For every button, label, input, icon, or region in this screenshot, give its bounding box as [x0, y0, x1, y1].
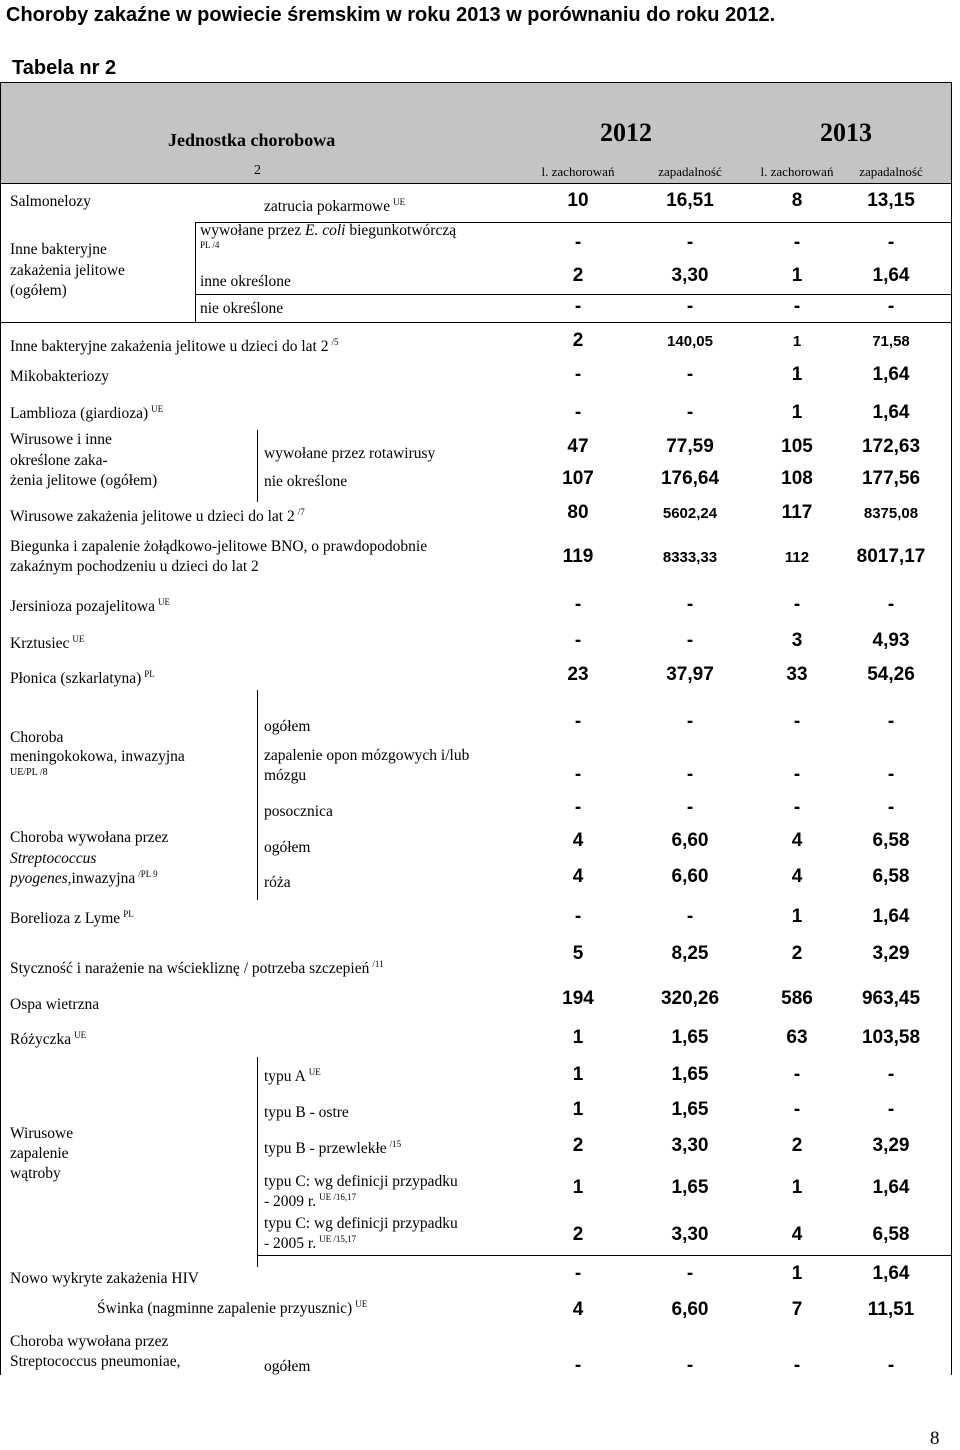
value-cell: 107	[562, 468, 594, 489]
value-cell: 8017,17	[856, 546, 926, 567]
value-cell: -	[686, 364, 694, 385]
value-cell: 4	[791, 866, 803, 887]
value-cell: -	[574, 594, 582, 615]
label-typ-c2-2: - 2005 r. $^{UE /15,17}$	[264, 1233, 357, 1252]
value-cell: 6,60	[671, 1299, 709, 1320]
label-typ-c1-1: typu C: wg definicji przypadku	[264, 1173, 458, 1190]
value-cell: 4,93	[872, 630, 910, 651]
grid-line	[0, 82, 952, 83]
value-cell: 105	[781, 436, 813, 457]
value-cell: 4	[791, 830, 803, 851]
value-cell: 103,58	[861, 1027, 921, 1048]
label-nie-okreslone-2: nie określone	[264, 473, 348, 490]
value-cell: -	[686, 1263, 694, 1284]
value-cell: 11,51	[867, 1299, 915, 1320]
label-wscieklizna: Styczność i narażenie na wściekliznę / potrzeba szczepień $^{/11}$	[10, 958, 384, 977]
value-cell: 108	[781, 468, 813, 489]
grid-line	[257, 690, 258, 900]
value-cell: -	[574, 1263, 582, 1284]
value-cell: 1,64	[872, 265, 910, 286]
page-number: 8	[930, 1428, 940, 1449]
value-cell: 3,30	[671, 1224, 709, 1245]
value-cell: 1,64	[872, 1263, 910, 1284]
label-typ-c1-2: - 2009 r. $^{UE /16,17}$	[264, 1191, 357, 1210]
label-typ-c2-1: typu C: wg definicji przypadku	[264, 1215, 458, 1232]
value-cell: 119	[562, 546, 594, 567]
label-ogolem-1: ogółem	[264, 718, 311, 735]
table-label: Tabela nr 2	[12, 57, 117, 79]
label-mening-3: UE/PL /8	[10, 767, 48, 778]
value-cell: -	[574, 906, 582, 927]
value-cell: -	[574, 364, 582, 385]
label-ecoli: wywołane przez E. coli biegunkotwórczą	[200, 222, 457, 239]
label-mening-2: meningokokowa, inwazyjna	[10, 748, 185, 765]
value-cell: 117	[781, 502, 813, 523]
label-lamblioza: Lamblioza (giardioza) $^{UE}$	[10, 403, 164, 422]
value-cell: 8	[791, 190, 803, 211]
value-cell: -	[686, 906, 694, 927]
value-cell: 6,58	[872, 866, 910, 887]
value-cell: -	[574, 1355, 582, 1376]
header-incidence-2013: zapadalność	[859, 164, 923, 179]
value-cell: 23	[567, 664, 589, 685]
grid-line	[0, 322, 952, 323]
value-cell: 963,45	[861, 988, 921, 1009]
value-cell: 2	[572, 265, 584, 286]
value-cell: -	[793, 1099, 801, 1120]
grid-line	[195, 294, 952, 295]
value-cell: 1,64	[872, 402, 910, 423]
value-cell: -	[686, 711, 694, 732]
value-cell: 1	[572, 1027, 584, 1048]
value-cell: -	[574, 296, 582, 317]
value-cell: 71,58	[872, 333, 910, 350]
value-cell: 3,29	[872, 1135, 910, 1156]
value-cell: 1,65	[671, 1027, 709, 1048]
label-krztusiec: Krztusiec $^{UE}$	[10, 633, 85, 652]
value-cell: -	[887, 594, 895, 615]
label-ogolem-3: ogółem	[264, 1358, 311, 1375]
label-inne-bakt-dzieci: Inne bakteryjne zakażenia jelitowe u dzieci do lat 2 $^{/5}$	[10, 336, 339, 355]
value-cell: 1	[791, 1263, 803, 1284]
label-strep-2: Streptococcus	[10, 850, 97, 867]
value-cell: -	[887, 797, 895, 818]
label-strep-1: Choroba wywołana przez	[10, 829, 169, 846]
label-typ-a: typu A $^{UE}$	[264, 1066, 321, 1085]
value-cell: 1	[572, 1099, 584, 1120]
value-cell: -	[887, 1355, 895, 1376]
label-pneumo-1: Choroba wywołana przez	[10, 1333, 169, 1350]
value-cell: -	[793, 296, 801, 317]
label-ecoli-sup: PL /4	[200, 240, 220, 250]
value-cell: 2	[572, 1224, 584, 1245]
value-cell: 5	[572, 943, 584, 964]
value-cell: 1,65	[671, 1177, 709, 1198]
value-cell: -	[686, 296, 694, 317]
label-roza: róża	[264, 874, 291, 891]
value-cell: 1	[791, 402, 803, 423]
value-cell: 112	[784, 549, 810, 566]
label-wirus-3: żenia jelitowe (ogółem)	[10, 472, 158, 489]
value-cell: -	[686, 764, 694, 785]
label-zatrucia: zatrucia pokarmowe $^{UE}$	[264, 196, 406, 215]
label-hep-1: Wirusowe	[10, 1125, 74, 1142]
header-cases-2012: l. zachorowań	[541, 164, 615, 179]
value-cell: -	[793, 764, 801, 785]
value-cell: 1,64	[872, 364, 910, 385]
grid-line	[195, 222, 196, 322]
label-wirus-1: Wirusowe i inne	[10, 431, 112, 448]
label-hep-2: zapalenie	[10, 1145, 69, 1162]
label-inne-bakt-2: zakażenia jelitowe	[10, 262, 125, 279]
value-cell: -	[887, 232, 895, 253]
value-cell: -	[887, 296, 895, 317]
label-swinka: Świnka (nagminne zapalenie przyusznic) $^{UE}$	[97, 1298, 368, 1317]
header-cases-2013: l. zachorowań	[760, 164, 834, 179]
label-plonica: Płonica (szkarlatyna) $^{PL}$	[10, 668, 155, 687]
value-cell: 8333,33	[662, 549, 718, 566]
value-cell: 1	[791, 1177, 803, 1198]
value-cell: -	[574, 232, 582, 253]
value-cell: -	[686, 630, 694, 651]
label-pneumo-2: Streptococcus pneumoniae,	[10, 1353, 181, 1370]
value-cell: -	[574, 711, 582, 732]
label-biegunka-2: zakaźnym pochodzeniu u dzieci do lat 2	[10, 558, 259, 575]
value-cell: 54,26	[867, 664, 915, 685]
value-cell: -	[793, 797, 801, 818]
label-wirus-2: określone zaka-	[10, 452, 108, 469]
label-hiv: Nowo wykryte zakażenia HIV	[10, 1270, 199, 1287]
value-cell: 176,64	[660, 468, 720, 489]
value-cell: 6,58	[872, 1224, 910, 1245]
value-cell: -	[793, 1355, 801, 1376]
value-cell: -	[793, 232, 801, 253]
value-cell: 4	[572, 1299, 584, 1320]
value-cell: 2	[791, 943, 803, 964]
value-cell: -	[686, 402, 694, 423]
value-cell: -	[686, 594, 694, 615]
grid-line	[0, 183, 952, 184]
header-year-2012: 2012	[600, 118, 652, 147]
value-cell: 7	[791, 1299, 803, 1320]
value-cell: 13,15	[867, 190, 915, 211]
value-cell: 8375,08	[863, 505, 919, 522]
value-cell: 2	[572, 1135, 584, 1156]
label-borelioza: Borelioza z Lyme $^{PL}$	[10, 908, 134, 927]
grid-line	[257, 430, 258, 502]
value-cell: 37,97	[666, 664, 714, 685]
label-jersinioza: Jersinioza pozajelitowa $^{UE}$	[10, 596, 171, 615]
value-cell: 4	[572, 866, 584, 887]
value-cell: 6,60	[671, 866, 709, 887]
value-cell: -	[887, 1099, 895, 1120]
value-cell: -	[686, 1355, 694, 1376]
value-cell: 47	[567, 436, 589, 457]
value-cell: -	[793, 1064, 801, 1085]
value-cell: 177,56	[861, 468, 921, 489]
value-cell: -	[887, 764, 895, 785]
header-year-2013: 2013	[820, 118, 872, 147]
label-wirus-dzieci: Wirusowe zakażenia jelitowe u dzieci do lat 2 $^{/7}$	[10, 506, 305, 525]
grid-line	[0, 82, 1, 1375]
label-ogolem-2: ogółem	[264, 839, 311, 856]
label-typ-b-przew: typu B - przewlekłe $^{/15}$	[264, 1138, 402, 1157]
value-cell: 33	[786, 664, 808, 685]
value-cell: 5602,24	[662, 505, 718, 522]
label-biegunka-1: Biegunka i zapalenie żołądkowo-jelitowe BNO, o prawdopodobnie	[10, 538, 428, 555]
value-cell: -	[574, 402, 582, 423]
value-cell: 3	[791, 630, 803, 651]
value-cell: -	[887, 1064, 895, 1085]
value-cell: 194	[562, 988, 594, 1009]
value-cell: 1	[791, 906, 803, 927]
value-cell: 2	[572, 330, 584, 351]
value-cell: 80	[567, 502, 589, 523]
value-cell: 1	[572, 1064, 584, 1085]
value-cell: 586	[781, 988, 813, 1009]
value-cell: -	[574, 764, 582, 785]
value-cell: 10	[567, 190, 589, 211]
header-incidence-2012: zapadalność	[658, 164, 722, 179]
label-inne-bakt-3: (ogółem)	[10, 282, 67, 299]
header-column-number: 2	[254, 163, 261, 178]
value-cell: -	[686, 232, 694, 253]
value-cell: 320,26	[660, 988, 720, 1009]
value-cell: -	[793, 594, 801, 615]
label-strep-3: pyogenes,inwazyjna $^{/PL 9}$	[10, 868, 158, 887]
label-inne-bakt-1: Inne bakteryjne	[10, 241, 107, 258]
value-cell: -	[574, 630, 582, 651]
label-mening-1: Choroba	[10, 729, 64, 746]
label-opon-2: mózgu	[264, 767, 307, 784]
value-cell: -	[686, 797, 694, 818]
label-typ-b-ostre: typu B - ostre	[264, 1104, 349, 1121]
label-mikobakteriozy: Mikobakteriozy	[10, 368, 110, 385]
grid-line	[257, 1255, 952, 1256]
value-cell: 1,65	[671, 1064, 709, 1085]
value-cell: 4	[791, 1224, 803, 1245]
value-cell: 1,64	[872, 906, 910, 927]
value-cell: 6,60	[671, 830, 709, 851]
value-cell: 63	[786, 1027, 808, 1048]
label-rozyczka: Różyczka $^{UE}$	[10, 1029, 87, 1048]
value-cell: 8,25	[671, 943, 709, 964]
value-cell: 6,58	[872, 830, 910, 851]
label-nie-okreslone-1: nie określone	[200, 300, 284, 317]
label-opon-1: zapalenie opon mózgowych i/lub	[264, 747, 470, 764]
value-cell: -	[574, 797, 582, 818]
value-cell: 3,30	[671, 1135, 709, 1156]
value-cell: 1	[791, 265, 803, 286]
value-cell: 140,05	[667, 333, 713, 350]
value-cell: -	[793, 711, 801, 732]
grid-line	[257, 1057, 258, 1267]
value-cell: 1,65	[671, 1099, 709, 1120]
grid-line	[951, 82, 952, 1375]
page-title: Choroby zakaźne w powiecie śremskim w roku 2013 w porównaniu do roku 2012.	[6, 4, 776, 26]
value-cell: 16,51	[666, 190, 714, 211]
value-cell: 2	[791, 1135, 803, 1156]
value-cell: -	[887, 711, 895, 732]
label-hep-3: wątroby	[10, 1165, 61, 1182]
label-posocznica: posocznica	[264, 803, 333, 820]
value-cell: 3,29	[872, 943, 910, 964]
value-cell: 1	[792, 333, 802, 350]
value-cell: 1	[791, 364, 803, 385]
header-unit-label: Jednostka chorobowa	[168, 130, 336, 150]
value-cell: 4	[572, 830, 584, 851]
value-cell: 1	[572, 1177, 584, 1198]
value-cell: 1,64	[872, 1177, 910, 1198]
label-salmonelozy: Salmonelozy	[10, 193, 91, 210]
value-cell: 3,30	[671, 265, 709, 286]
label-ospa: Ospa wietrzna	[10, 996, 100, 1013]
label-rotawirusy: wywołane przez rotawirusy	[264, 445, 436, 462]
label-inne-okreslone: inne określone	[200, 273, 291, 290]
value-cell: 172,63	[861, 436, 921, 457]
value-cell: 77,59	[666, 436, 714, 457]
